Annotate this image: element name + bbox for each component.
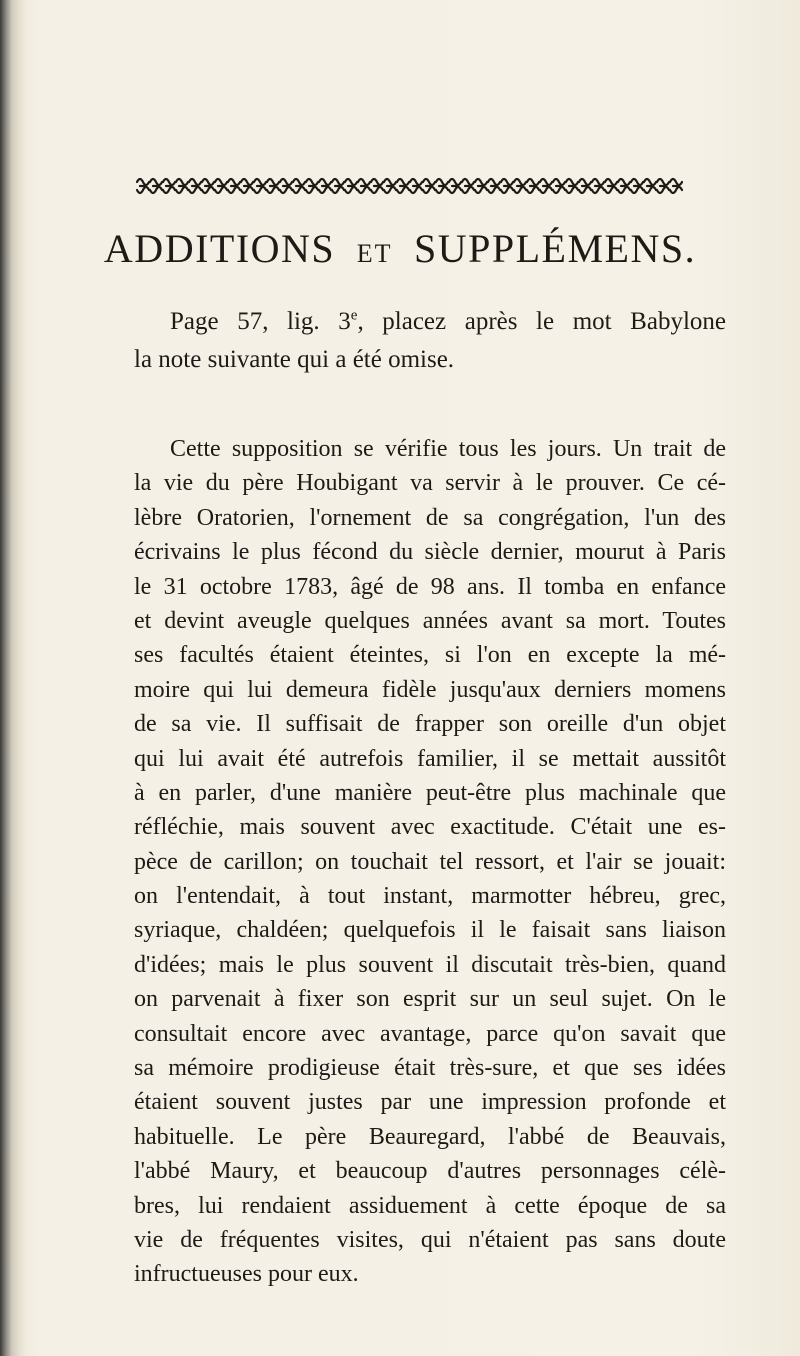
body-line: habituelle. Le père Beauregard, l'abbé de Beauvais, (134, 1123, 726, 1150)
fleuron-motif (137, 179, 149, 193)
fleuron-motif (293, 179, 305, 193)
fleuron-motif (618, 179, 630, 193)
section-heading (0, 225, 800, 278)
body-line: le 31 octobre 1783, âgé de 98 ans. Il tomba en enfance (134, 573, 726, 600)
body-line: à en parler, d'une manière peut-être plus machinale que (134, 779, 726, 806)
fleuron-motif (280, 179, 292, 193)
fleuron-motif (371, 179, 383, 193)
body-line: bres, lui rendaient assiduement à cette époque de sa (134, 1192, 726, 1219)
fleuron-motif (592, 179, 604, 193)
body-line: consultait encore avec avantage, parce qu'on savait que (134, 1020, 726, 1047)
fleuron-motif (176, 179, 188, 193)
fleuron-motif (358, 179, 370, 193)
fleuron-motif (163, 179, 175, 193)
body-line: infructueuses pour eux. (134, 1261, 359, 1288)
fleuron-motif (332, 179, 344, 193)
body-line: Cette supposition se vérifie tous les jours. Un trait de (170, 436, 726, 462)
fleuron-motif (501, 179, 513, 193)
body-line: d'idées; mais le plus souvent il discutait très-bien, quand (134, 951, 726, 978)
fleuron-motif (488, 179, 500, 193)
body-line: la vie du père Houbigant va servir à le prouver. Ce cé- (134, 470, 726, 497)
fleuron-motif (514, 179, 526, 193)
fleuron-motif (449, 179, 461, 193)
fleuron-motif (670, 179, 682, 193)
fleuron-motif (462, 179, 474, 193)
fleuron-motif (306, 179, 318, 193)
fleuron-motif (267, 179, 279, 193)
body-line: moire qui lui demeura fidèle jusqu'aux derniers momens (134, 676, 726, 703)
body-line: réfléchie, mais souvent avec exactitude. C'était une es- (134, 814, 726, 841)
fleuron-motif (345, 179, 357, 193)
fleuron-motif (436, 179, 448, 193)
fleuron-motif (540, 179, 552, 193)
fleuron-motif (254, 179, 266, 193)
fleuron-motif (657, 179, 669, 193)
intro-line: la note suivante qui a été omise. (134, 346, 455, 373)
intro-line: Page 57, lig. 3e, placez après le mot Babylone (170, 307, 726, 335)
body-line: on parvenait à fixer son esprit sur un seul sujet. On le (134, 986, 726, 1013)
body-line: pèce de carillon; on touchait tel ressort, et l'air se jouait: (134, 848, 726, 875)
fleuron-motif (189, 179, 201, 193)
body-line: sa mémoire prodigieuse était très-sure, et que ses idées (134, 1055, 726, 1082)
fleuron-motif (410, 179, 422, 193)
body-paragraph (134, 432, 726, 1292)
book-gutter (0, 0, 26, 1356)
fleuron-border-icon (135, 173, 691, 199)
intro-paragraph (134, 303, 726, 379)
fleuron-motif (605, 179, 617, 193)
fleuron-motif (397, 179, 409, 193)
body-line: on l'entendait, à tout instant, marmotter hébreu, grec, (134, 883, 726, 910)
fleuron-motif (319, 179, 331, 193)
body-line: écrivains le plus fécond du siècle dernier, mourut à Paris (134, 539, 726, 566)
body-line: étaient souvent justes par une impression profonde et (134, 1089, 726, 1116)
heading-conjunction: ET (356, 239, 393, 268)
fleuron-motif (241, 179, 253, 193)
fleuron-motif (527, 179, 539, 193)
body-line: qui lui avait été autrefois familier, il se mettait aussitôt (134, 745, 726, 772)
fleuron-motif (644, 179, 656, 193)
fleuron-motif (228, 179, 240, 193)
body-line: l'abbé Maury, et beaucoup d'autres personnages célè- (134, 1158, 726, 1185)
heading-supplemens: SUPPLÉMENS. (413, 226, 697, 271)
fleuron-motif (579, 179, 591, 193)
heading-additions: ADDITIONS (103, 226, 336, 271)
body-line: lèbre Oratorien, l'ornement de sa congrégation, l'un des (134, 504, 726, 531)
body-line: vie de fréquentes visites, qui n'étaient pas sans doute (134, 1226, 726, 1253)
fleuron-motif (553, 179, 565, 193)
fleuron-motif (384, 179, 396, 193)
fleuron-motif (423, 179, 435, 193)
fleuron-motif (631, 179, 643, 193)
fleuron-motif (150, 179, 162, 193)
body-line: ses facultés étaient éteintes, si l'on en excepte la mé- (134, 642, 726, 669)
body-line: et devint aveugle quelques années avant sa mort. Toutes (134, 607, 726, 634)
body-line: syriaque, chaldéen; quelquefois il le faisait sans liaison (134, 917, 726, 944)
fleuron-motif (475, 179, 487, 193)
fleuron-motif (566, 179, 578, 193)
fleuron-motif (215, 179, 227, 193)
body-line: de sa vie. Il suffisait de frapper son oreille d'un objet (134, 711, 726, 738)
fleuron-motif (202, 179, 214, 193)
